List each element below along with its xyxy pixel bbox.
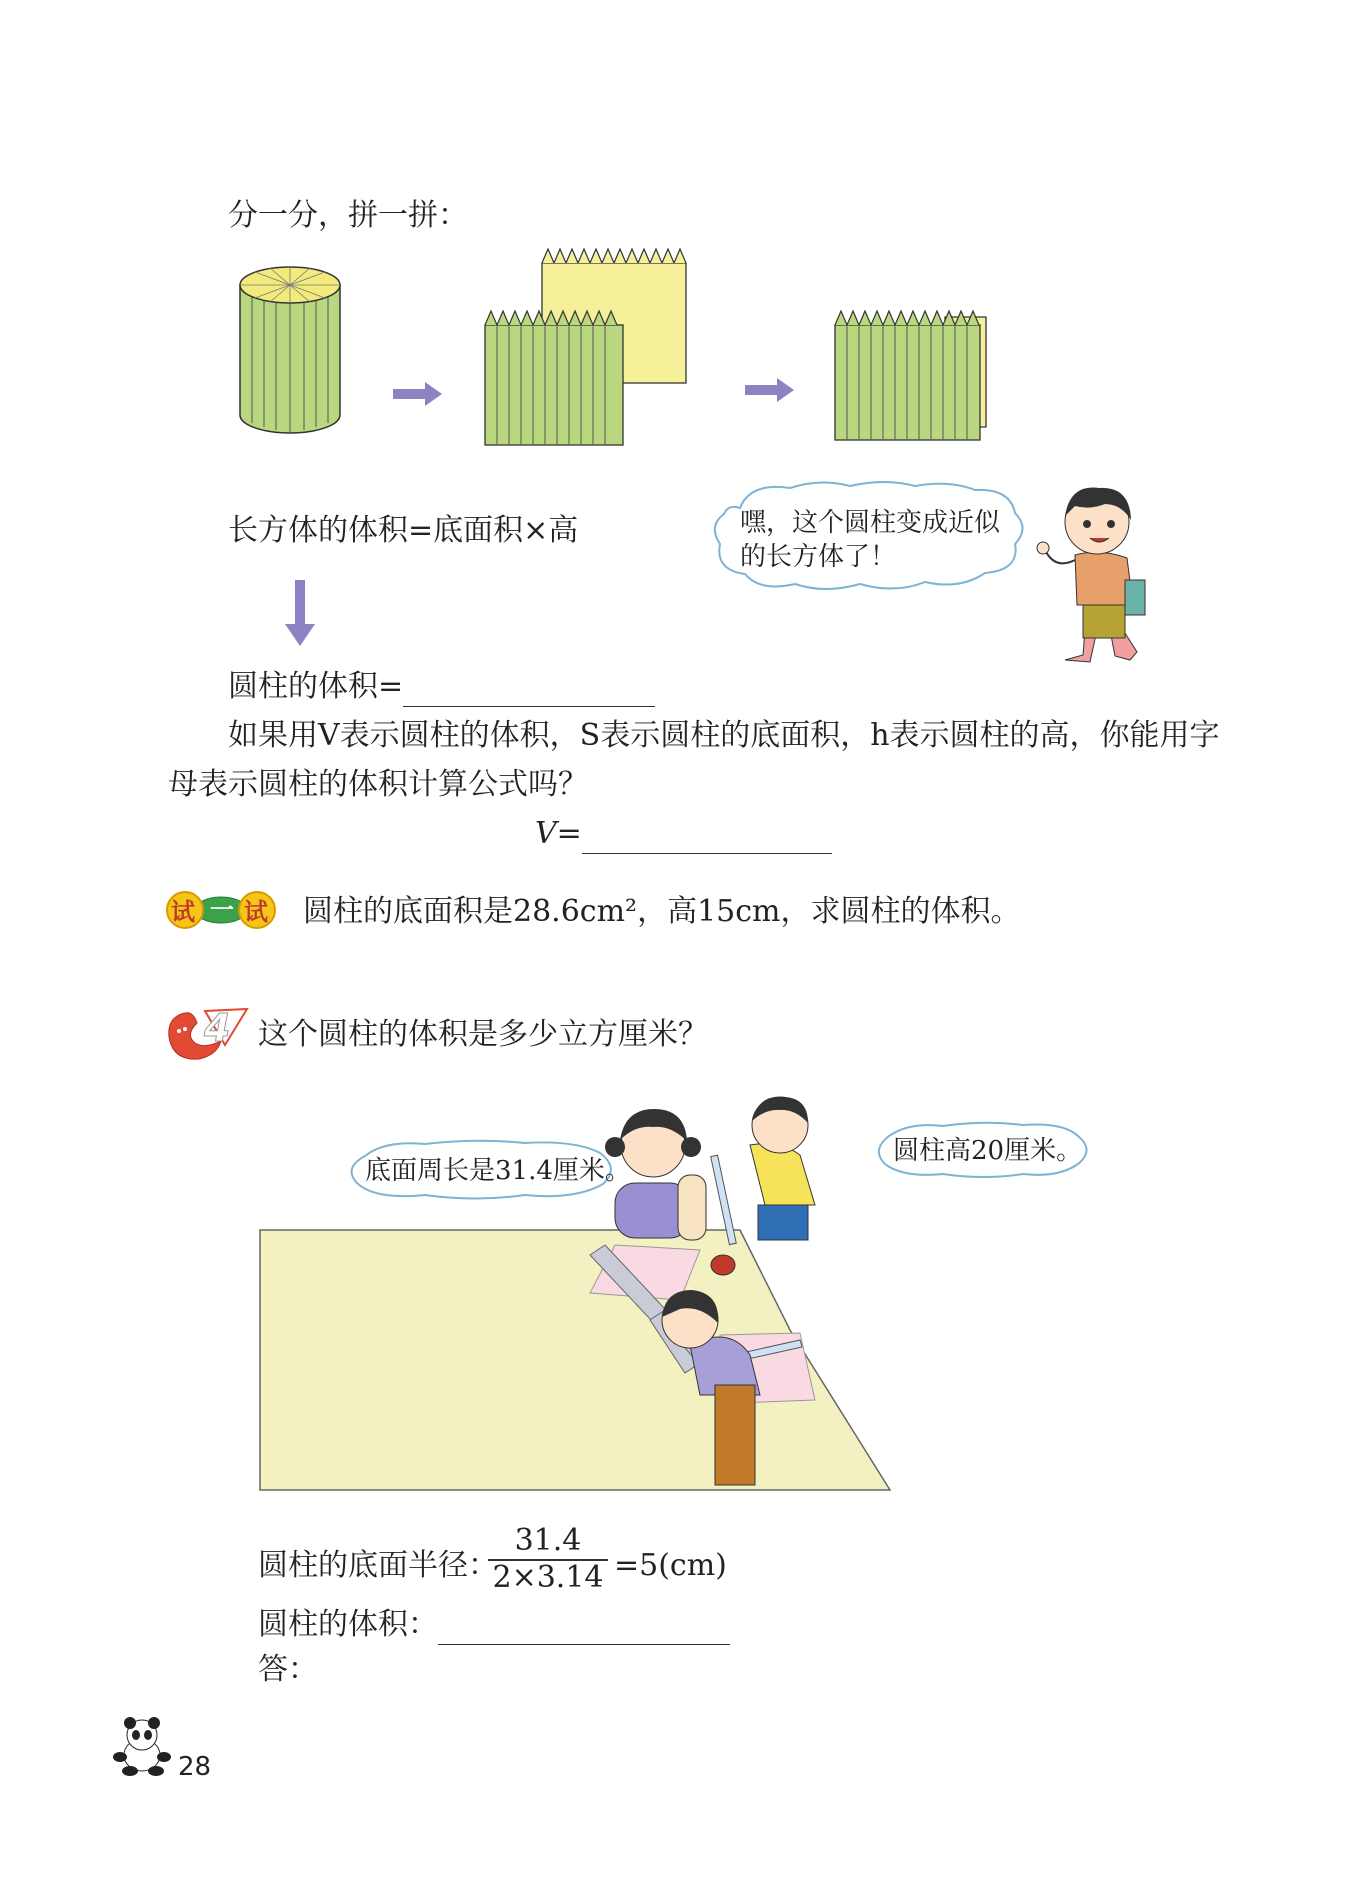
cylinder-volume-label: 圆柱的体积= xyxy=(228,669,404,704)
ink-bottle xyxy=(711,1255,735,1275)
volume-line xyxy=(258,1605,730,1645)
volume-answer-blank[interactable] xyxy=(438,1610,730,1645)
fraction-numerator: 31.4 xyxy=(514,1523,582,1558)
girl-right-bubble-text: 圆柱高20厘米。 xyxy=(893,1136,1083,1166)
example-number: 4 xyxy=(204,1006,231,1050)
cylinder-figure xyxy=(240,267,340,433)
cylinder-volume-blank[interactable] xyxy=(403,672,655,707)
try-badge-char3: 试 xyxy=(244,897,268,926)
try-it-problem: 圆柱的底面积是28.6cm²，高15cm，求圆柱的体积。 xyxy=(303,894,1021,929)
cylinder-volume-prompt xyxy=(228,667,655,707)
arrow-right-icon xyxy=(393,382,442,406)
letter-question-line2: 母表示圆柱的体积计算公式吗？ xyxy=(168,767,588,802)
girl-right xyxy=(711,1097,815,1245)
try-badge-char2: 一 xyxy=(210,895,234,924)
example-question: 这个圆柱的体积是多少立方厘米？ xyxy=(258,1017,708,1052)
letter-question-line1: 如果用V表示圆柱的体积，S表示圆柱的底面积，h表示圆柱的高，你能用字 xyxy=(228,718,1220,753)
section-intro: 分一分，拼一拼： xyxy=(228,198,468,233)
radius-label: 圆柱的底面半径： xyxy=(258,1548,498,1583)
volume-label: 圆柱的体积： xyxy=(258,1607,438,1642)
page-number: 28 xyxy=(178,1752,212,1782)
v-label: V= xyxy=(535,816,582,851)
separated-strips-figure xyxy=(485,249,686,445)
try-badge-char1: 试 xyxy=(171,897,195,926)
boy-bubble-line2: 的长方体了！ xyxy=(740,542,897,572)
fraction-denominator: 2×3.14 xyxy=(492,1560,604,1595)
v-formula-prompt xyxy=(535,814,832,854)
girl-left-bubble-text: 底面周长是31.4厘米。 xyxy=(365,1156,631,1186)
boy-bubble-line1: 嘿，这个圆柱变成近似 xyxy=(740,508,1001,538)
boy-illustration xyxy=(1035,480,1175,665)
arrow-down-icon xyxy=(285,580,315,650)
cuboid-volume-formula: 长方体的体积=底面积×高 xyxy=(228,513,579,548)
cuboid-figure xyxy=(835,311,986,440)
cylinder-decomposition-diagram xyxy=(230,255,1010,455)
v-formula-blank[interactable] xyxy=(582,819,832,854)
arrow-right-icon xyxy=(745,378,794,402)
answer-label: 答： xyxy=(258,1652,318,1687)
panda-icon xyxy=(112,1715,172,1777)
radius-result: =5(cm) xyxy=(614,1548,727,1583)
